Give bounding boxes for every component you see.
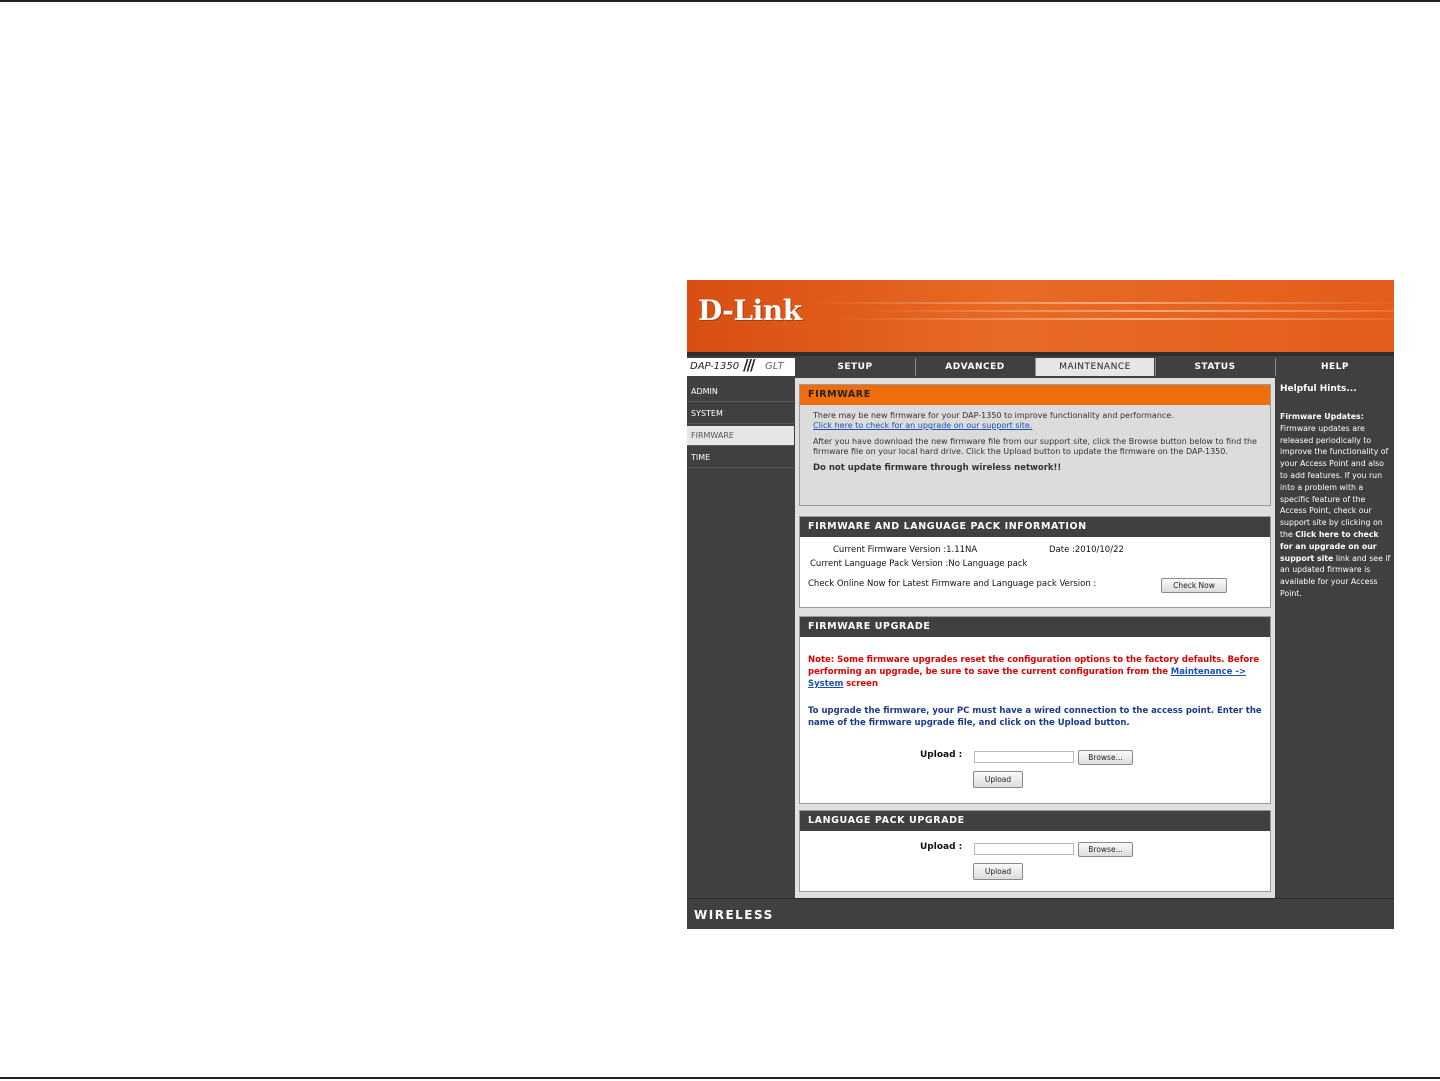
firmware-upload-button[interactable]: Upload [973,771,1023,788]
firmware-heading: FIRMWARE [800,385,1270,405]
page-bottom-rule [0,1077,1440,1079]
firmware-upgrade-heading: FIRMWARE UPGRADE [800,617,1270,637]
tab-help[interactable]: HELP [1320,362,1349,372]
language-pack-file-input[interactable] [974,843,1074,855]
language-pack-upgrade-box [799,810,1271,892]
firmware-version-label: Current Firmware Version : [833,545,947,555]
language-pack-value: No Language pack [948,559,1028,569]
help-panel [1276,378,1394,898]
check-now-button[interactable]: Check Now [1161,578,1227,593]
dlink-logo: D-Link [698,294,802,327]
banner-streak [807,302,1394,304]
firmware-date-value: 2010/10/22 [1074,545,1124,555]
firmware-browse-button[interactable]: Browse... [1078,750,1133,765]
language-pack-upgrade-heading: LANGUAGE PACK UPGRADE [800,811,1270,831]
sidebar-item-admin[interactable]: ADMIN [687,382,794,402]
banner-streak [837,318,1394,320]
sidebar-item-firmware[interactable]: FIRMWARE [687,426,794,446]
sidebar-item-time[interactable]: TIME [687,448,794,468]
firmware-date-label: Date : [1049,545,1075,555]
support-site-link[interactable]: Click here to check for an upgrade on our support site. [813,421,1033,430]
wireless-label: WIRELESS [694,908,774,922]
firmware-info-box [799,516,1271,608]
firmware-instructions: After you have download the new firmware file from our support site, click the Browse button below to find the firmware file on your local hard drive. Click the Upload button to update the firmware on the DAP-1350. [813,437,1257,456]
firmware-upgrade-box [799,616,1271,804]
firmware-version-value: 1.11NA [946,545,978,555]
banner-streak [867,310,1394,312]
help-text-2: link and see if an updated firmware is available for your Access Point. [1280,553,1391,598]
header-banner [687,280,1394,352]
firmware-intro-box [799,384,1271,506]
language-pack-upload-button[interactable]: Upload [973,863,1023,880]
sidebar [687,378,794,898]
help-title: Helpful Hints... [1280,384,1357,394]
page-top-rule [0,0,1440,2]
wired-connection-instructions: To upgrade the firmware, your PC must have a wired connection to the access point. Enter the name of the firmware upgrade file, and click on the Upload button. [808,706,1262,728]
sidebar-item-system[interactable]: SYSTEM [687,404,794,424]
firmware-info-heading: FIRMWARE AND LANGUAGE PACK INFORMATION [800,517,1270,537]
help-link-text: Click here to check for an upgrade on our support site [1280,529,1379,563]
tab-setup[interactable]: SETUP [837,362,873,372]
model-badge [687,358,795,376]
language-pack-browse-button[interactable]: Browse... [1078,842,1133,857]
tab-maintenance[interactable]: MAINTENANCE [1036,358,1154,376]
help-text-1: Firmware updates are released periodically to improve the functionality of your Access Point and also to add features. If you run into a problem with a specific feature of the Access Point, check our support site by clicking on the [1280,423,1389,539]
firmware-date-row [1049,545,1124,555]
help-body [1280,411,1392,600]
model-slash-mark: /// [743,356,754,374]
model-name: DAP-1350 [690,361,740,372]
language-pack-row [810,559,1027,569]
model-variant: GLT [765,361,784,372]
main-content [795,378,1275,898]
footer-bar [687,898,1394,929]
tab-advanced[interactable]: ADVANCED [945,362,1005,372]
firmware-file-input[interactable] [974,751,1074,763]
language-pack-label: Current Language Pack Version : [810,559,949,569]
language-pack-upload-label: Upload : [920,842,963,852]
tab-status[interactable]: STATUS [1194,362,1236,372]
wireless-warning: Do not update firmware through wireless network!! [813,463,1062,473]
router-admin-screenshot [687,280,1394,929]
firmware-intro-text: There may be new firmware for your DAP-1350 to improve functionality and performance. [813,411,1174,420]
maintenance-system-link[interactable]: Maintenance -> System [808,667,1246,689]
firmware-upload-label: Upload : [920,750,963,760]
top-nav [687,356,1394,378]
firmware-version-row [833,545,977,555]
help-topic: Firmware Updates: [1280,412,1364,421]
check-online-label: Check Online Now for Latest Firmware and Language pack Version : [808,579,1097,589]
factory-reset-note: Note: Some firmware upgrades reset the configuration options to the factory defaults. Before performing an upgrade, be sure to save the current configuration from the Maintenance -> System screen [808,655,1260,689]
